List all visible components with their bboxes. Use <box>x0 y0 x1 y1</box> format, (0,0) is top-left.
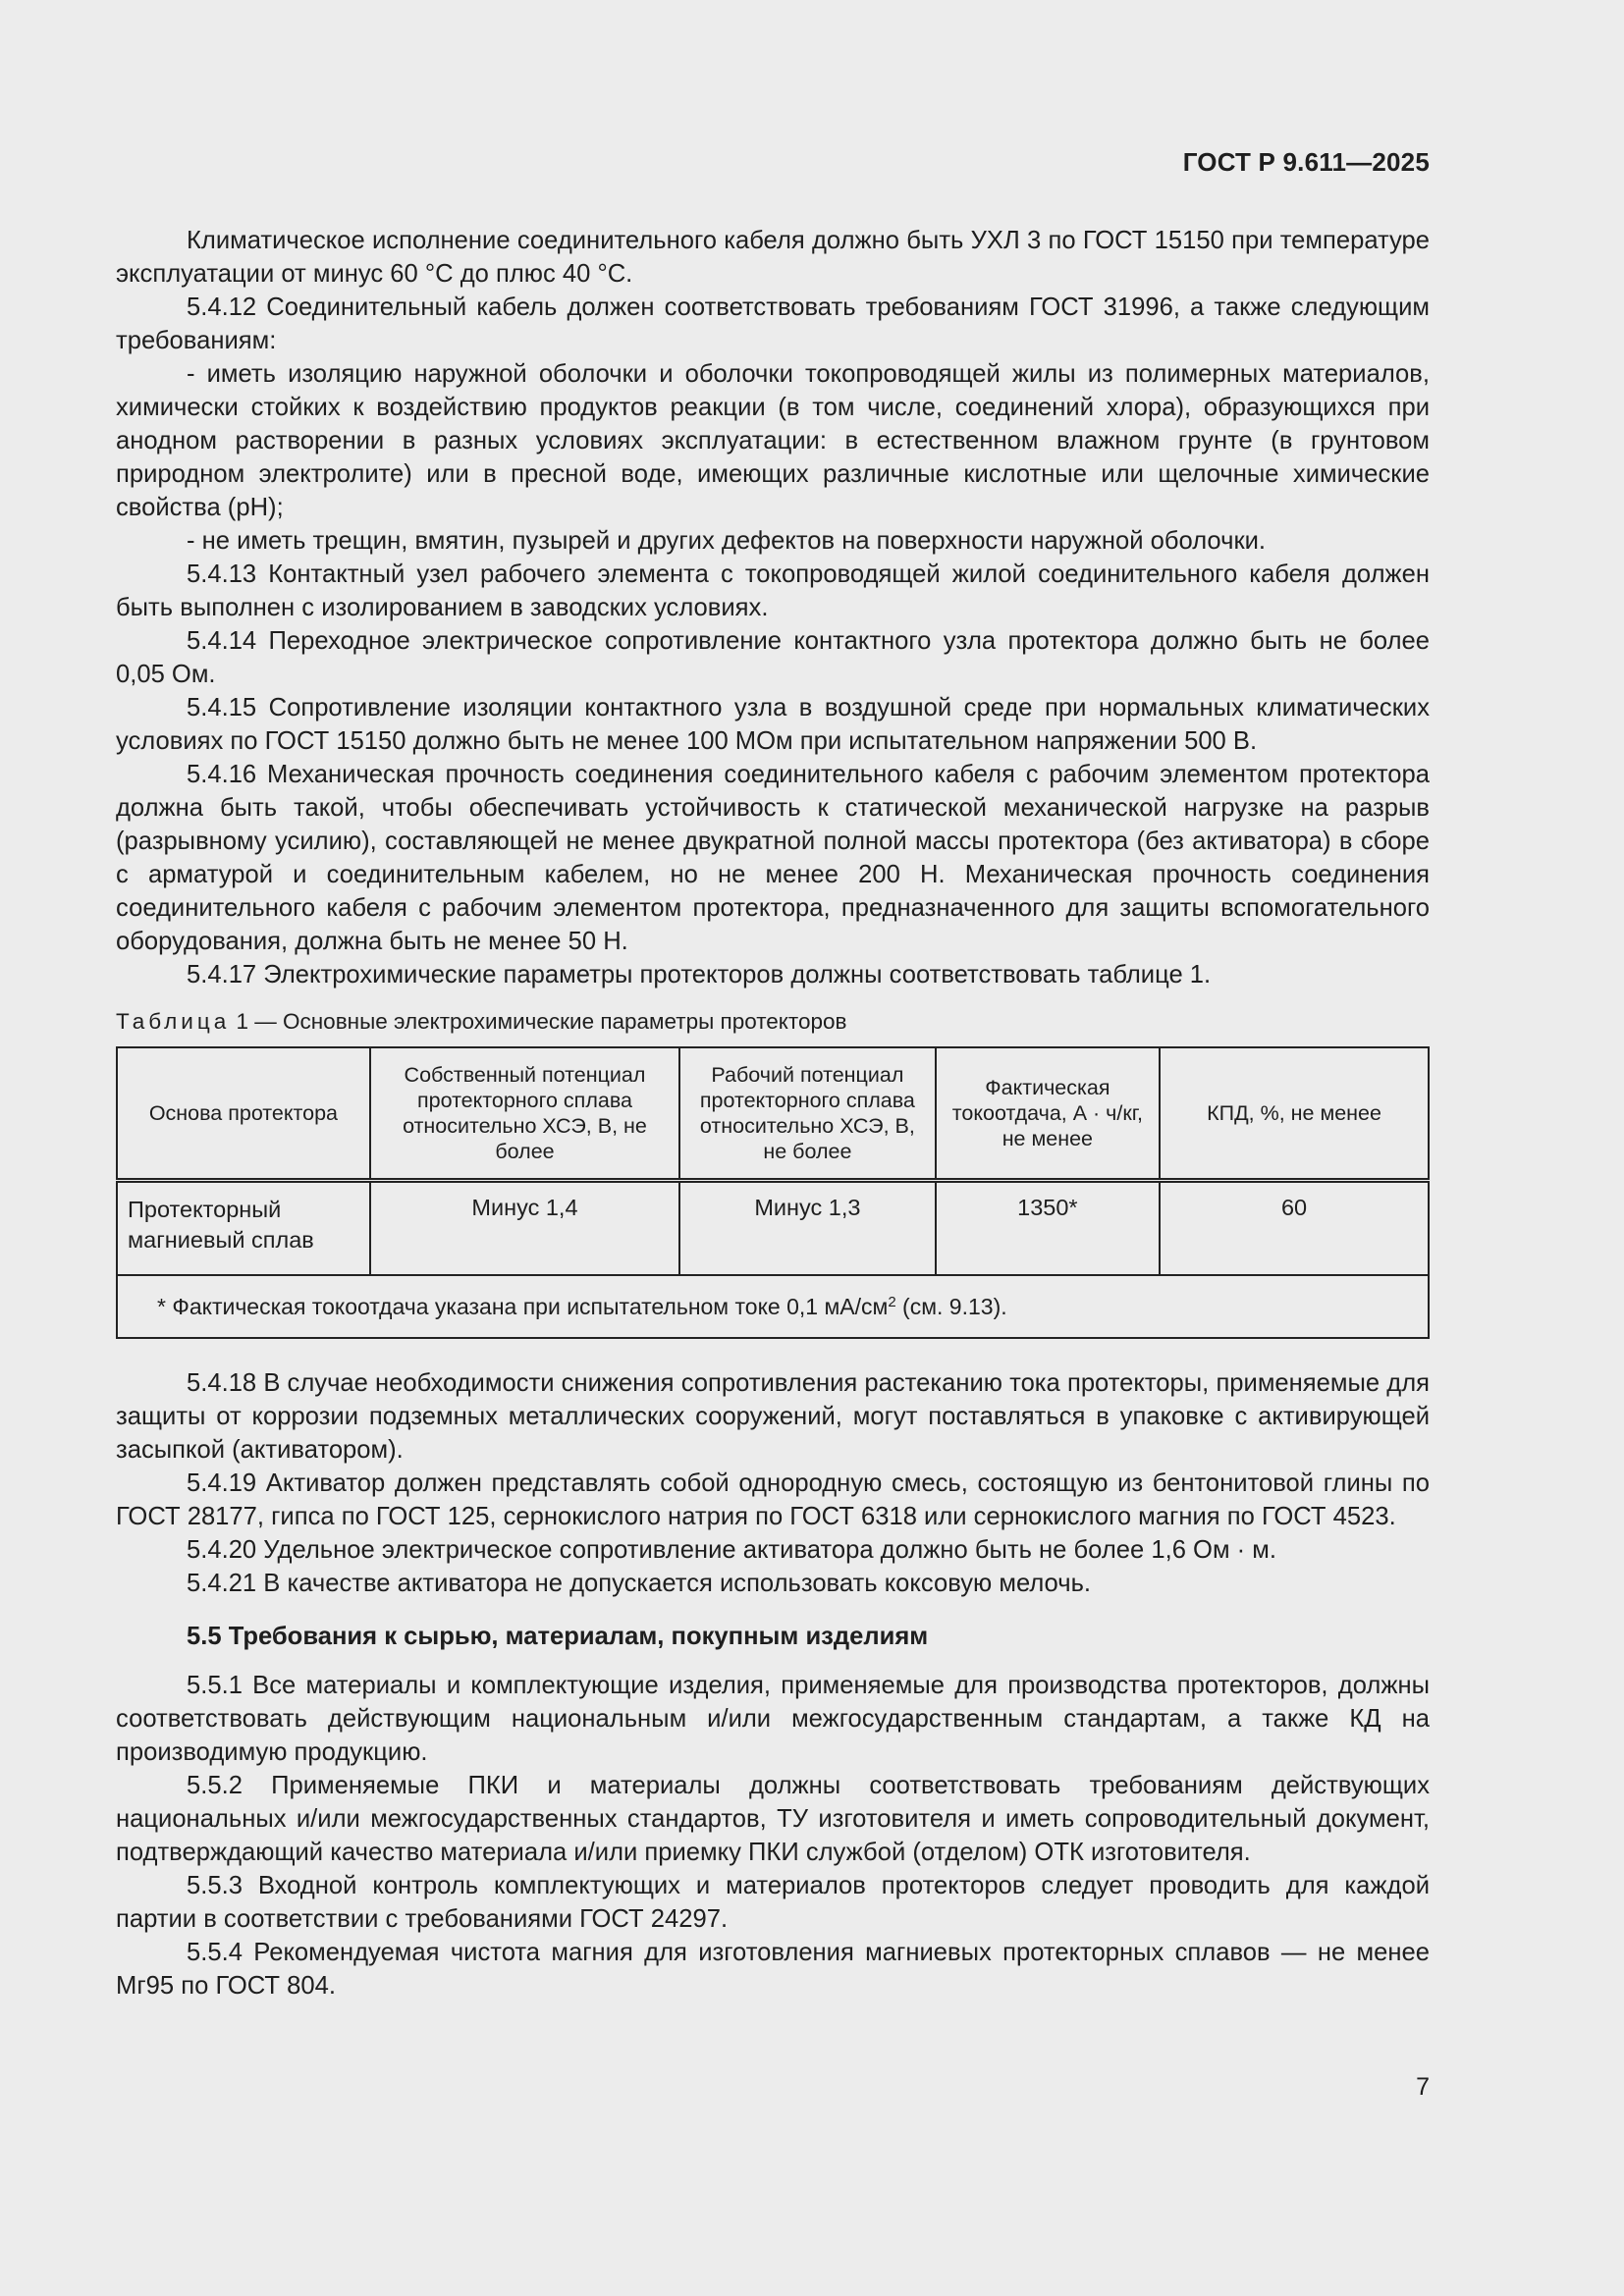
footnote-text-end: (см. 9.13). <box>895 1294 1007 1319</box>
list-item: - не иметь трещин, вмятин, пузырей и других дефектов на поверхности наружной оболочки. <box>187 527 1267 555</box>
footnote-text: * Фактическая токоотдача указана при испытательном токе 0,1 мА/см <box>157 1294 889 1319</box>
paragraph-5-5-3: 5.5.3 Входной контроль комплектующих и материалов протекторов следует проводить для каждой партии в соответствии с требованиями ГОСТ 24297. <box>116 1872 1430 1933</box>
paragraph-5-4-20: 5.4.20 Удельное электрическое сопротивление активатора должно быть не более 1,6 Ом · м. <box>187 1536 1277 1564</box>
table-footnote <box>117 1275 1429 1338</box>
table-cell: Протекторный магниевый сплав <box>117 1181 370 1276</box>
list-item: - иметь изоляцию наружной оболочки и оболочки токопроводящей жилы из полимерных материалов, химически стойких к воздействию продуктов реакции (в том числе, соединений хлора), образующихся при анодном растворении в разных условиях эксплуатации: в естественном влажном грунте (в грунтовом природном электролите) или в пресной воде, имеющих различные кислотные или щелочные химические свойства (pH); <box>116 360 1430 521</box>
section-heading: 5.5 Требования к сырью, материалам, покупным изделиям <box>187 1623 929 1650</box>
table-header-cell: Собственный потенциал протекторного сплава относительно ХСЭ, В, не более <box>370 1047 679 1181</box>
paragraph-5-4-21: 5.4.21 В качестве активатора не допускается использовать коксовую мелочь. <box>187 1570 1092 1597</box>
paragraph: Климатическое исполнение соединительного кабеля должно быть УХЛ 3 по ГОСТ 15150 при температуре эксплуатации от минус 60 °С до плюс 40 °С. <box>116 227 1430 288</box>
document-code: ГОСТ Р 9.611—2025 <box>1182 147 1430 177</box>
parameters-table <box>116 1046 1430 1339</box>
table-cell: Минус 1,3 <box>679 1181 936 1276</box>
paragraphs-after-table <box>116 1366 1430 1600</box>
paragraph-5-5-4: 5.5.4 Рекомендуемая чистота магния для изготовления магниевых протекторных сплавов — не менее Мг95 по ГОСТ 804. <box>116 1939 1430 2000</box>
table-header-cell: КПД, %, не менее <box>1160 1047 1429 1181</box>
paragraph-5-4-14: 5.4.14 Переходное электрическое сопротивление контактного узла протектора должно быть не более 0,05 Ом. <box>116 627 1430 688</box>
paragraph-5-5-2: 5.5.2 Применяемые ПКИ и материалы должны соответствовать требованиям действующих национальных и/или межгосударственных стандартов, ТУ изготовителя и иметь сопроводительный документ, подтверждающий качество материала и/или приемку ПКИ службой (отделом) ОТК изготовителя. <box>116 1772 1430 1866</box>
document-body <box>116 224 1430 2002</box>
footnote-superscript: 2 <box>888 1294 896 1310</box>
table-cell: 60 <box>1160 1181 1429 1276</box>
table-caption-text: 1 — Основные электрохимические параметры протекторов <box>230 1009 847 1034</box>
table-header-cell: Рабочий потенциал протекторного сплава относительно ХСЭ, В, не более <box>679 1047 936 1181</box>
table-cell: Минус 1,4 <box>370 1181 679 1276</box>
paragraph-5-4-16: 5.4.16 Механическая прочность соединения соединительного кабеля с рабочим элементом протектора должна быть такой, чтобы обеспечивать устойчивость к статической механической нагрузке на разрыв (разрывному усилию), составляющей не менее двукратной полной массы протектора (без активатора) в сборе с арматурой и соединительным кабелем, но не менее 200 Н. Механическая прочность соединения соединительного кабеля с рабочим элементом протектора, предназначенного для защиты вспомогательного оборудования, должна быть не менее 50 Н. <box>116 761 1430 955</box>
paragraph-5-5-1: 5.5.1 Все материалы и комплектующие изделия, применяемые для производства протекторов, должны соответствовать действующим национальным и/или межгосударственным стандартам, а также КД на производимую продукцию. <box>116 1672 1430 1766</box>
table-header-row <box>117 1047 1429 1181</box>
table-caption <box>116 1007 1430 1037</box>
paragraph-5-4-13: 5.4.13 Контактный узел рабочего элемента с токопроводящей жилой соединительного кабеля должен быть выполнен с изолированием в заводских условиях. <box>116 561 1430 621</box>
paragraph-5-4-12: 5.4.12 Соединительный кабель должен соответствовать требованиям ГОСТ 31996, а также следующим требованиям: <box>116 294 1430 354</box>
table-header-cell: Фактическая токоотдача, А · ч/кг, не менее <box>936 1047 1160 1181</box>
page-number: 7 <box>1416 2073 1430 2101</box>
table-caption-label: Таблица <box>116 1009 231 1034</box>
paragraph-5-4-15: 5.4.15 Сопротивление изоляции контактного узла в воздушной среде при нормальных климатических условиях по ГОСТ 15150 должно быть не менее 100 МОм при испытательном напряжении 500 В. <box>116 694 1430 755</box>
table-cell: 1350* <box>936 1181 1160 1276</box>
paragraph-5-4-18: 5.4.18 В случае необходимости снижения сопротивления растеканию тока протекторы, применяемые для защиты от коррозии подземных металлических сооружений, могут поставляться в упаковке с активирующей засыпкой (активатором). <box>116 1369 1430 1464</box>
paragraph-5-4-19: 5.4.19 Активатор должен представлять собой однородную смесь, состоящую из бентонитовой глины по ГОСТ 28177, гипса по ГОСТ 125, сернокислого натрия по ГОСТ 6318 или сернокислого магния по ГОСТ 4523. <box>116 1469 1430 1530</box>
table-header-cell: Основа протектора <box>117 1047 370 1181</box>
paragraph-5-4-17: 5.4.17 Электрохимические параметры протекторов должны соответствовать таблице 1. <box>187 961 1212 988</box>
table-row <box>117 1181 1429 1276</box>
table-note-row <box>117 1275 1429 1338</box>
